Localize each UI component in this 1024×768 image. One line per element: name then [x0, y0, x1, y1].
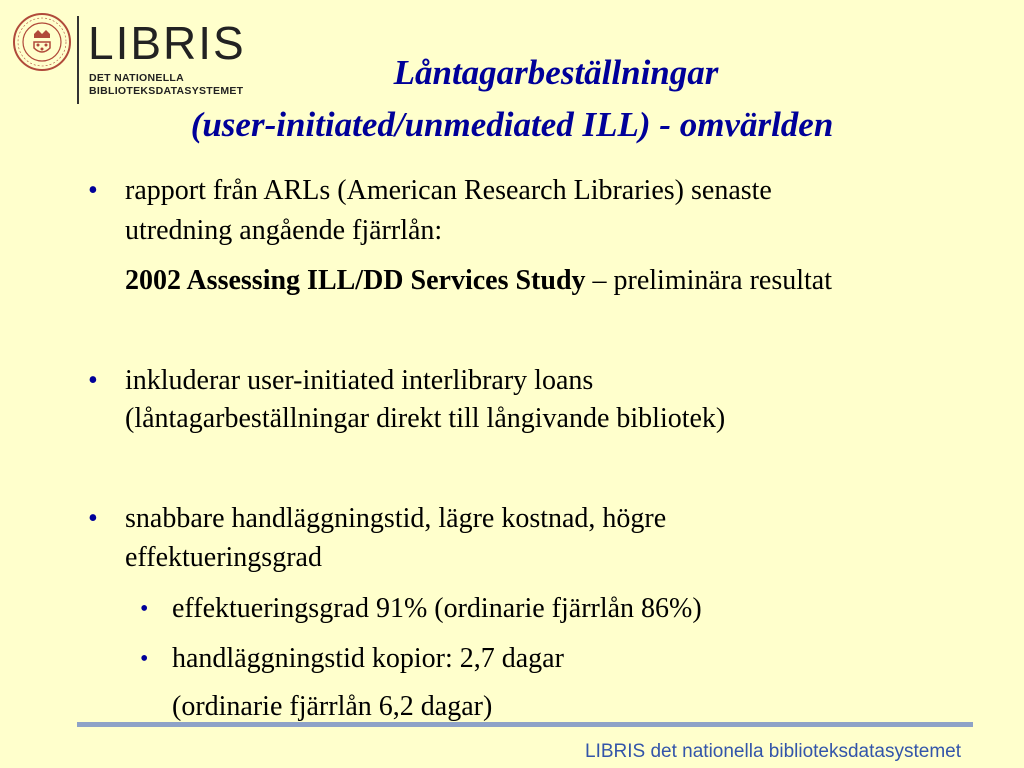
libris-wordmark: LIBRIS	[88, 17, 246, 69]
footer-text: LIBRIS det nationella biblioteksdatasystemet	[585, 741, 961, 762]
sub-bullet-marker: •	[140, 596, 149, 622]
libris-subtitle-line2: BIBLIOTEKSDATASYSTEMET	[89, 85, 244, 97]
slide-title-line1: Låntagarbeställningar	[393, 53, 719, 92]
slide-title-line2: (user-initiated/unmediated ILL) - omvärlden	[190, 105, 834, 144]
libris-subtitle-line1: DET NATIONELLA	[89, 72, 184, 84]
bullet3-sub2: handläggningstid kopior: 2,7 dagar	[172, 643, 564, 674]
study-note: – preliminära resultat	[585, 265, 832, 296]
study-title: 2002 Assessing ILL/DD Services Study	[125, 265, 586, 296]
bullet-marker: •	[88, 175, 98, 206]
bullet1-line2: utredning angående fjärrlån:	[125, 215, 443, 246]
bullet3-sub2-continued: (ordinarie fjärrlån 6,2 dagar)	[172, 691, 493, 722]
sub-bullet-marker: •	[140, 646, 149, 672]
bullet3-line2: effektueringsgrad	[125, 542, 322, 573]
footer-rule	[77, 722, 973, 727]
bullet2-line1: inkluderar user-initiated interlibrary loans	[125, 365, 594, 396]
bullet3-sub1: effektueringsgrad 91% (ordinarie fjärrlån 86%)	[172, 593, 702, 624]
bullet3-line1: snabbare handläggningstid, lägre kostnad, högre	[125, 503, 667, 534]
bullet-marker: •	[88, 503, 98, 534]
bullet-marker: •	[88, 365, 98, 396]
bullet1-line1: rapport från ARLs (American Research Libraries) senaste	[125, 175, 772, 206]
bullet2-line2: (låntagarbeställningar direkt till långivande bibliotek)	[125, 403, 726, 434]
bullet1-line3	[125, 262, 832, 300]
